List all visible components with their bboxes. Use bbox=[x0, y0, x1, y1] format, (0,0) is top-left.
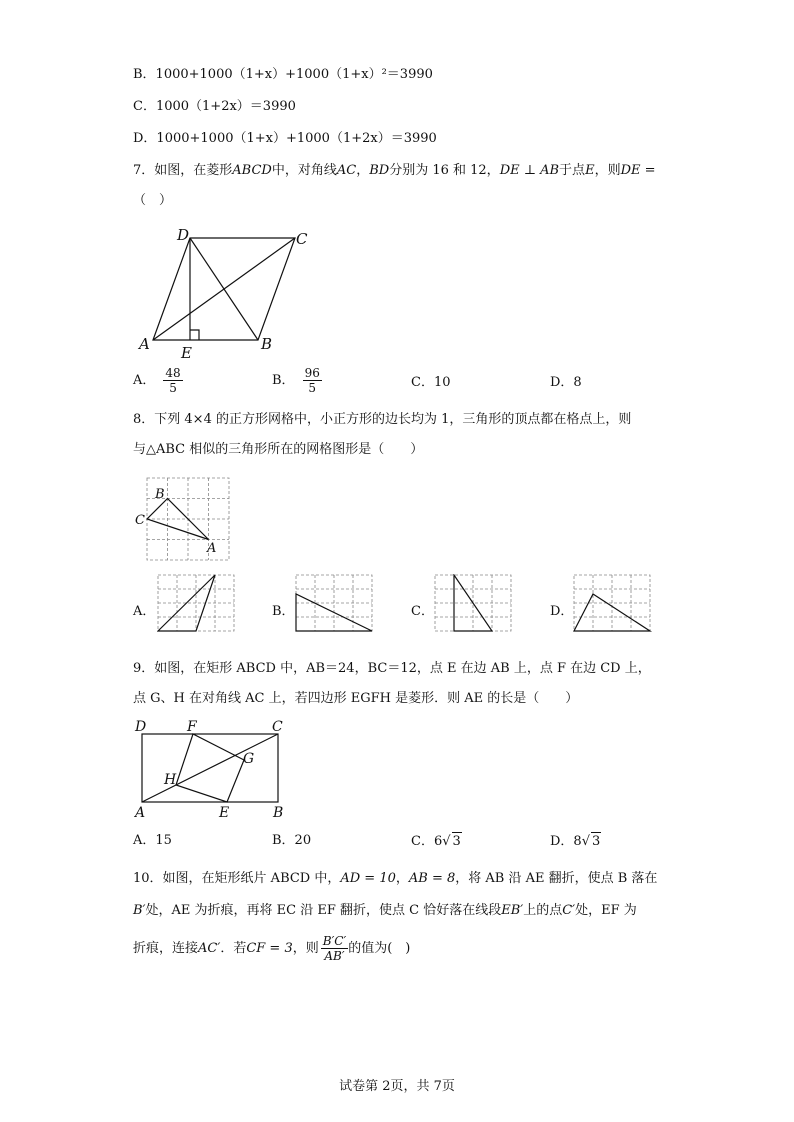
q7-option-c: C．10 bbox=[411, 375, 451, 390]
q7-option-b: B． $\frac{96}{5}$ bbox=[272, 366, 320, 395]
label-d: D bbox=[177, 226, 190, 244]
q10-line3: 折痕，连接AC′．若CF = 3，则 $\frac{B'C'}{AB'}$ 的值为( ) bbox=[133, 934, 411, 963]
right-angle-mark bbox=[190, 330, 199, 340]
q8-option-c-grid bbox=[434, 574, 514, 634]
q7-option-a: A． $\frac{48}{5}$ bbox=[133, 366, 181, 395]
label-a: A bbox=[139, 335, 150, 353]
q9-stem-line2: 点 G、H 在对角线 AC 上，若四边形 EGFH 是菱形．则 AE 的长是（ ） bbox=[133, 691, 579, 706]
q9-rectangle-figure bbox=[132, 716, 297, 822]
q8-option-c-label: C． bbox=[411, 604, 434, 619]
label-c: C bbox=[296, 230, 308, 248]
q8-option-a-label: A． bbox=[133, 604, 156, 619]
label-b: B bbox=[261, 335, 273, 353]
label-h: H bbox=[164, 772, 177, 788]
q8-stem-line2: 与△ABC 相似的三角形所在的网格图形是（ ） bbox=[133, 442, 424, 457]
diagonal-bd bbox=[190, 238, 258, 340]
q8-reference-grid bbox=[133, 476, 233, 564]
q6-option-b: B．1000+1000（1+x）+1000（1+x）²＝3990 bbox=[133, 67, 433, 82]
q8-stem-line1: 8．下列 4×4 的正方形网格中，小正方形的边长均为 1，三角形的顶点都在格点上，则 bbox=[133, 412, 632, 427]
q10-line1: 10．如图，在矩形纸片 ABCD 中，AD = 10，AB = 8，将 AB 沿 AE 翻折，使点 B 落在 bbox=[133, 871, 658, 886]
label-a: A bbox=[135, 805, 146, 821]
q6-option-c: C．1000（1+2x）＝3990 bbox=[133, 99, 296, 114]
label-b: B bbox=[155, 487, 165, 502]
q7-option-d: D．8 bbox=[550, 375, 582, 390]
label-a: A bbox=[207, 541, 217, 556]
q7-stem: 7．如图，在菱形ABCD中，对角线AC，BD分别为 16 和 12，DE ⊥ AB于点E，则DE = bbox=[133, 163, 656, 178]
diagonal-ac bbox=[142, 734, 278, 802]
q6-option-d: D．1000+1000（1+x）+1000（1+2x）＝3990 bbox=[133, 131, 437, 146]
q9-option-d: D．8√ 3 bbox=[550, 834, 601, 849]
q8-option-b-grid bbox=[295, 574, 375, 634]
label-c: C bbox=[272, 719, 283, 735]
q9-stem-line1: 9．如图，在矩形 ABCD 中，AB＝24，BC＝12，点 E 在边 AB 上，点 F 在边 CD 上， bbox=[133, 661, 651, 676]
q8-option-b-label: B． bbox=[272, 604, 295, 619]
q8-option-d-grid bbox=[573, 574, 653, 634]
label-e: E bbox=[219, 805, 230, 821]
q9-option-b: B．20 bbox=[272, 833, 312, 848]
q8-option-a-grid bbox=[157, 574, 237, 634]
q7-answer-paren: （ ） bbox=[133, 193, 173, 208]
label-e: E bbox=[181, 344, 192, 362]
page-footer: 试卷第 2页，共 7页 bbox=[339, 1079, 455, 1094]
q9-option-c: C．6√ 3 bbox=[411, 834, 461, 849]
q8-option-d-label: D． bbox=[550, 604, 574, 619]
q9-option-a: A．15 bbox=[133, 833, 172, 848]
q10-line2: B′处，AE 为折痕，再将 EC 沿 EF 翻折，使点 C 恰好落在线段EB′上的点C′处，EF 为 bbox=[133, 903, 637, 918]
label-g: G bbox=[243, 751, 255, 767]
q7-rhombus-figure bbox=[135, 222, 325, 362]
label-b: B bbox=[273, 805, 284, 821]
label-c: C bbox=[135, 513, 145, 528]
label-d: D bbox=[135, 719, 147, 735]
label-f: F bbox=[187, 719, 197, 735]
